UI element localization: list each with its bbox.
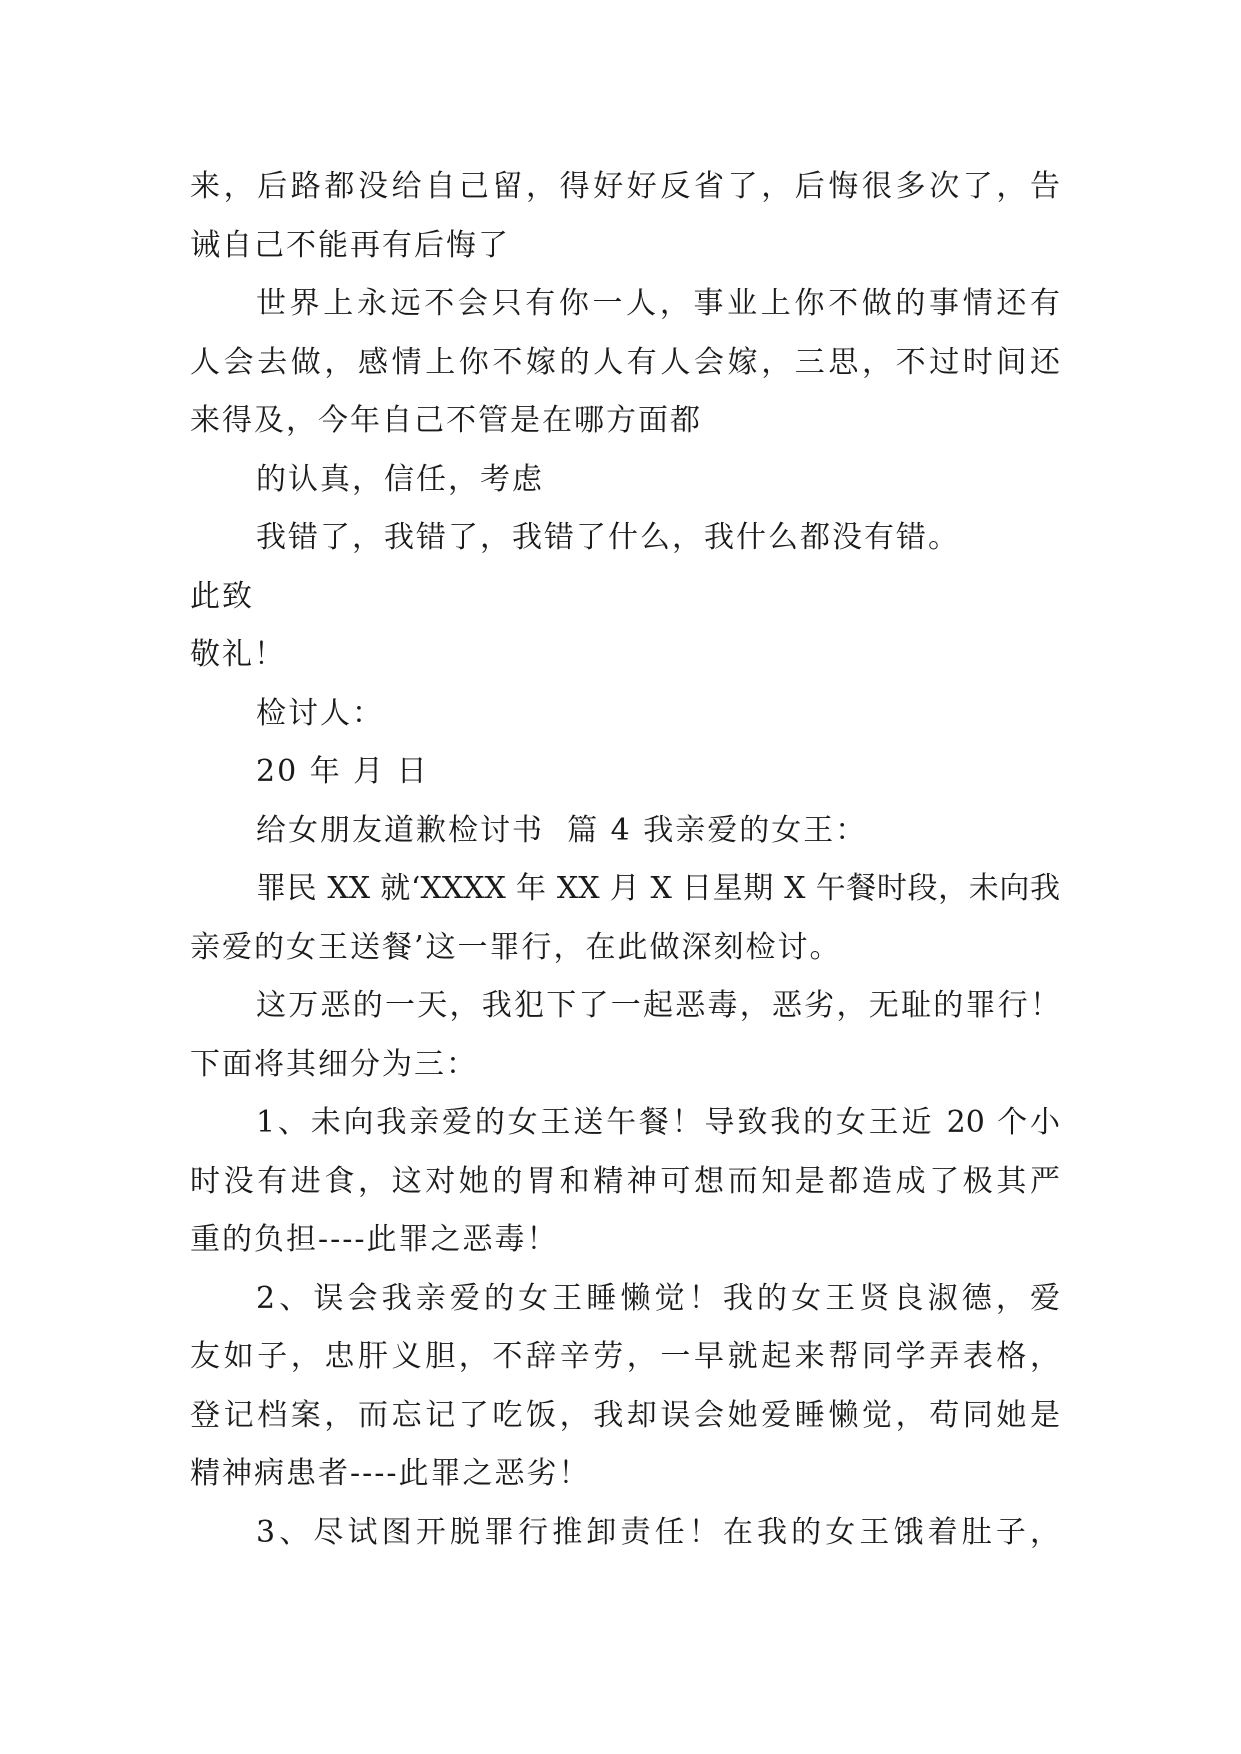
paragraph-line: 1、未向我亲爱的女王送午餐！导致我的女王近 20 个小 — [256, 1105, 1060, 1140]
paragraph-line: 3、尽试图开脱罪行推卸责任！在我的女王饿着肚子， — [256, 1514, 1060, 1550]
paragraph-line: 罪民 XX 就‘XXXX 年 XX 月 X 日星期 X 午餐时段，未向我 — [256, 871, 1060, 906]
text-line: 来，后路都没给自己留，得好好反省了，后悔很多次了，告 — [190, 169, 1060, 204]
text-line: 来得及，今年自己不管是在哪方面都 — [190, 403, 702, 438]
closing-regards: 敬礼！ — [190, 637, 286, 672]
text-line: 亲爱的女王送餐’这一罪行，在此做深刻检讨。 — [190, 929, 842, 965]
signature-label: 检讨人： — [256, 695, 384, 731]
text-line: 下面将其细分为三： — [190, 1046, 478, 1082]
text-line: 时没有进食，这对她的胃和精神可想而知是都造成了极其严 — [190, 1163, 1060, 1199]
text-line: 友如子，忠肝义胆，不辞辛劳，一早就起来帮同学弄表格， — [190, 1339, 1060, 1374]
text-line: 诫自己不能再有后悔了 — [190, 227, 510, 263]
paragraph-line: 我错了，我错了，我错了什么，我什么都没有错。 — [256, 520, 960, 555]
text-line: 人会去做，感情上你不嫁的人有人会嫁，三思，不过时间还 — [190, 344, 1060, 380]
paragraph-line: 的认真，信任，考虑 — [256, 461, 544, 497]
document-body — [190, 158, 1060, 1562]
paragraph-line: 2、误会我亲爱的女王睡懒觉！我的女王贤良淑德，爱 — [256, 1280, 1060, 1316]
text-line: 登记档案，而忘记了吃饭，我却误会她爱睡懒觉，苟同她是 — [190, 1397, 1060, 1433]
section-heading: 给女朋友道歉检讨书 篇 4 我亲爱的女王： — [256, 812, 868, 848]
paragraph-line: 世界上永远不会只有你一人，事业上你不做的事情还有 — [256, 286, 1060, 321]
paragraph-line: 这万恶的一天，我犯下了一起恶毒，恶劣，无耻的罪行！ — [256, 988, 1060, 1023]
text-line: 精神病患者----此罪之恶劣！ — [190, 1456, 591, 1491]
text-line: 重的负担----此罪之恶毒！ — [190, 1222, 559, 1257]
closing-salutation: 此致 — [190, 578, 254, 614]
date-line: 20 年 月 日 — [256, 754, 429, 789]
